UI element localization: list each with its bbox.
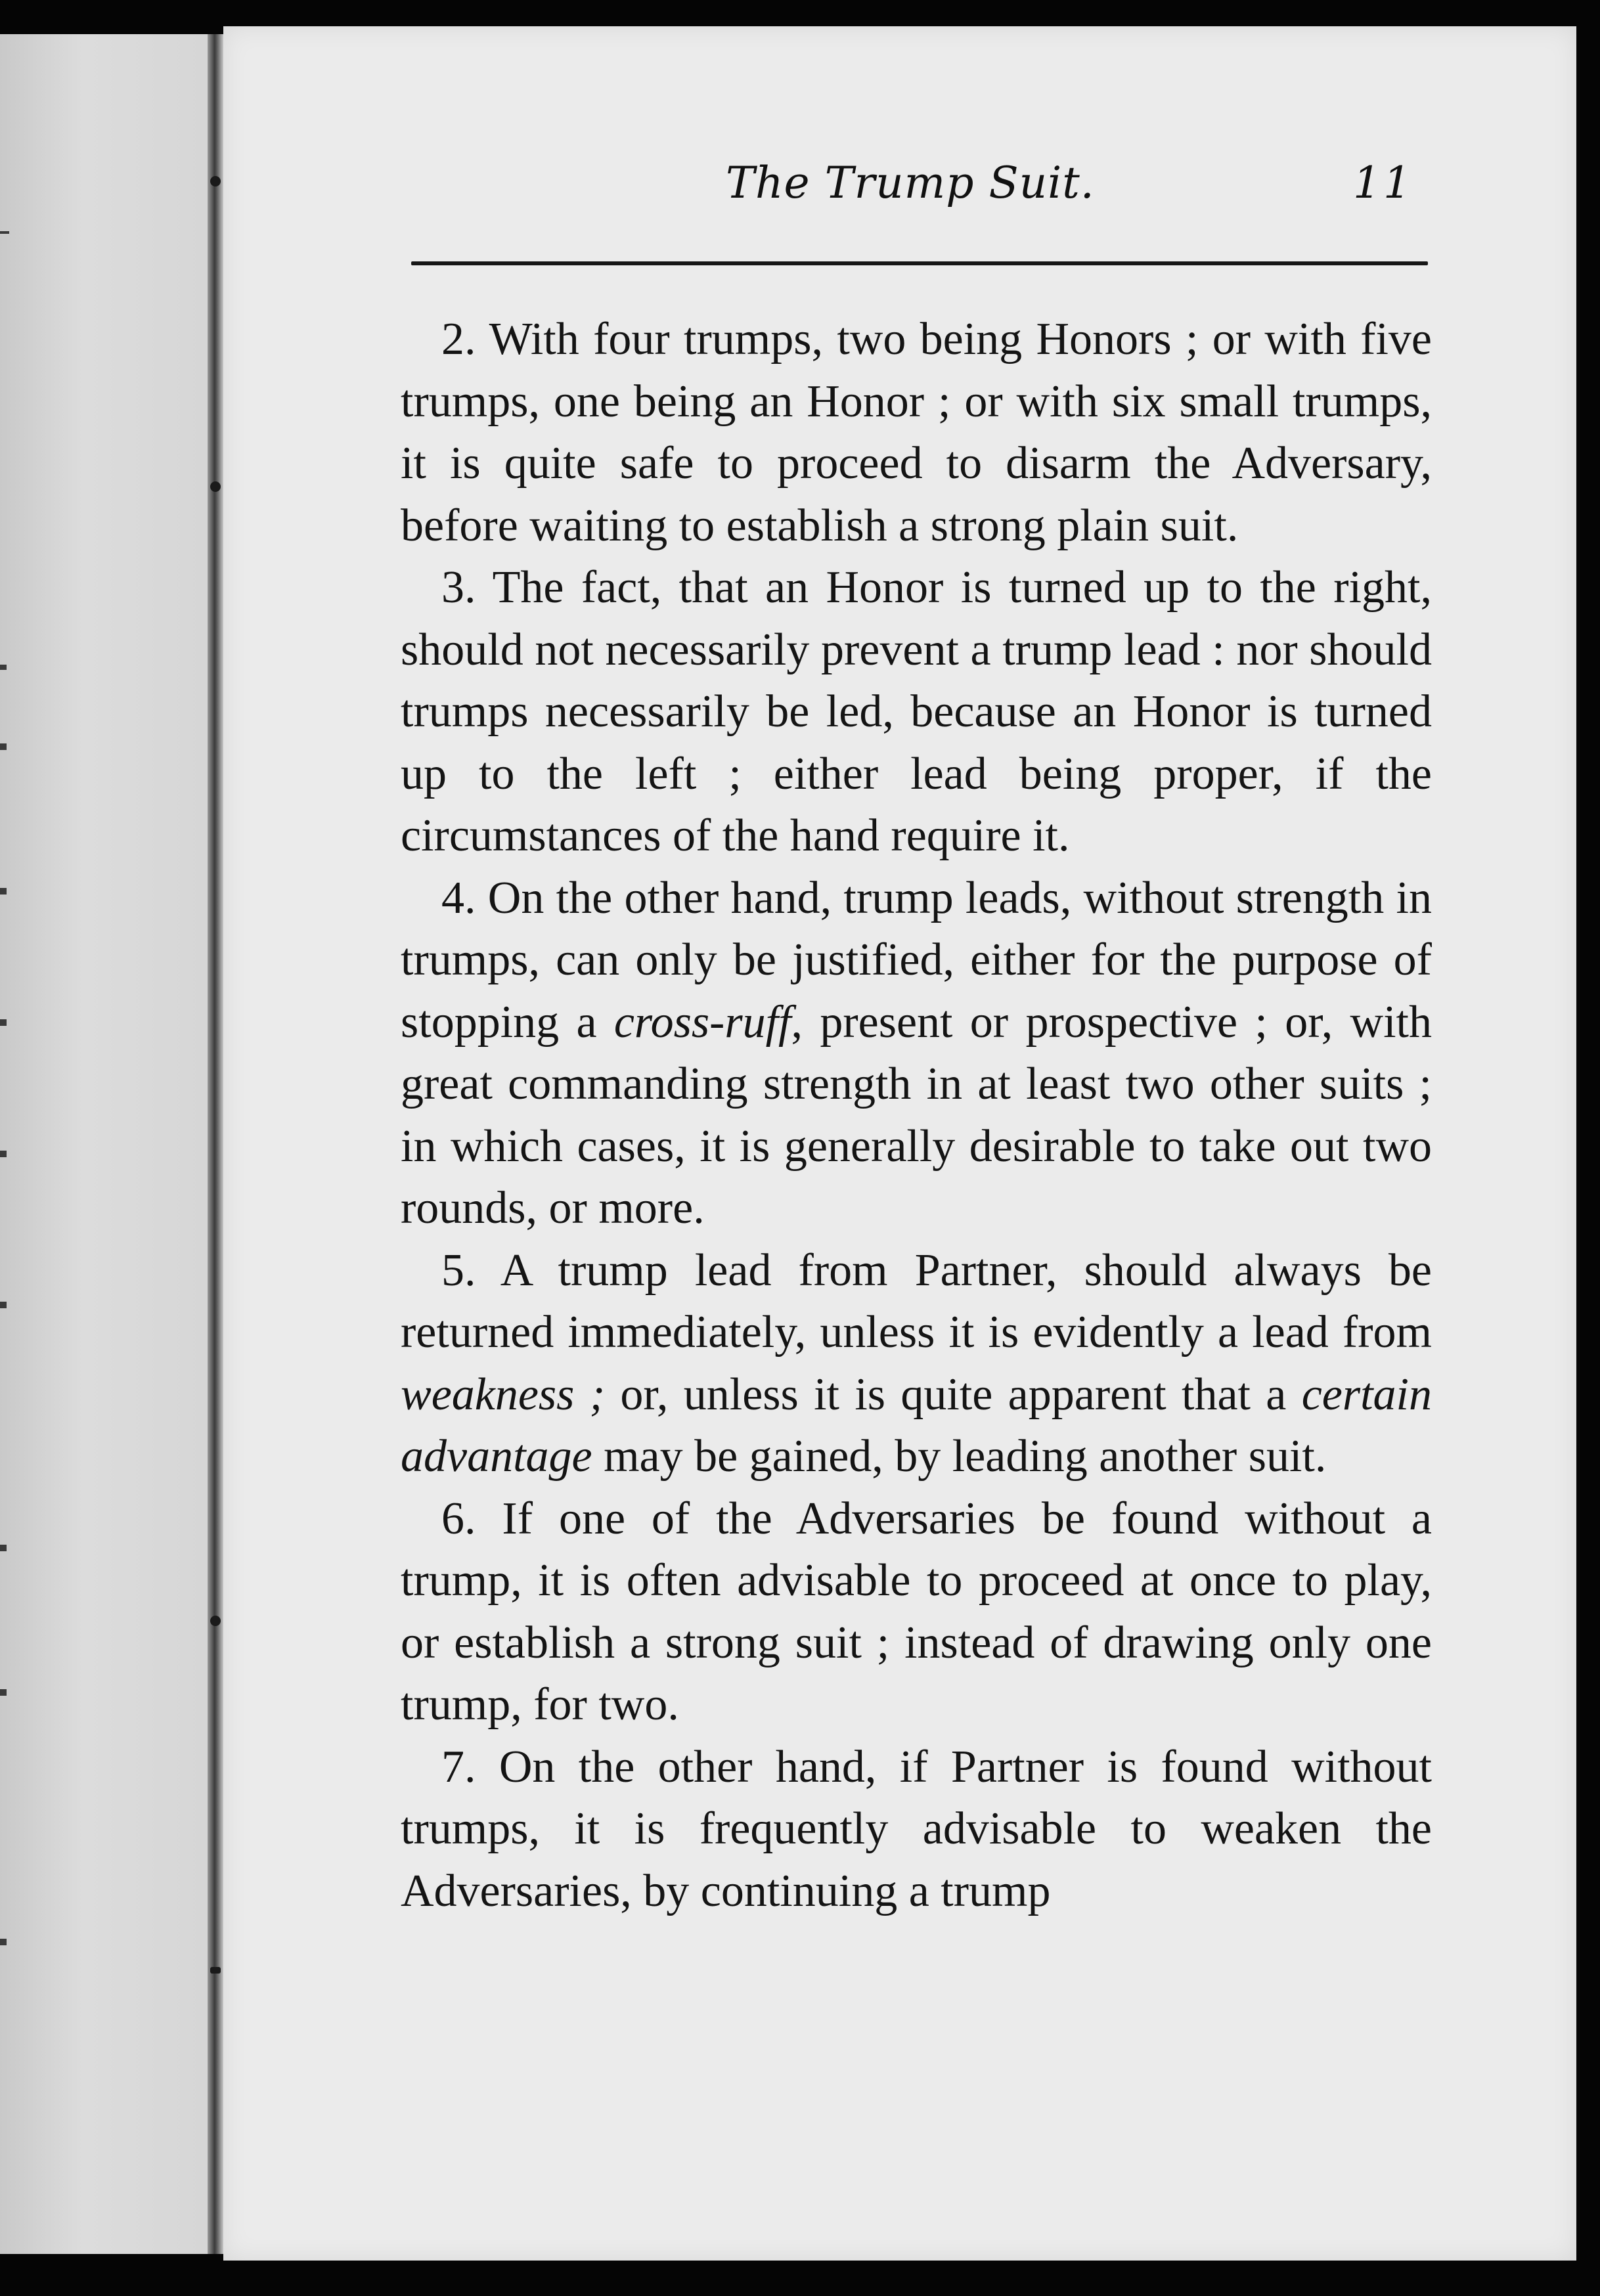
paragraph-number: 2. (441, 314, 476, 364)
paragraph (401, 1488, 1432, 1736)
paragraph (401, 309, 1432, 557)
paragraph-number: 7. (441, 1741, 476, 1792)
italic-phrase: cross-ruff (613, 996, 791, 1048)
italic-phrase: weakness ; (401, 1369, 606, 1420)
paragraph (401, 868, 1432, 1240)
facing-page-edge (0, 34, 208, 2254)
paragraph-text: , present or prospective ; or, with great commanding strength in at least two other suits ; in which cases, it is generally desirable to take out two rounds, or more. (401, 996, 1432, 1233)
binding-stitch (210, 176, 221, 187)
paragraph-text: On the other hand, trump leads, without strength in trumps, can only be justified, either for the purpose of stopping a (401, 872, 1432, 1048)
binding-stitch (210, 481, 221, 492)
paragraph-text: The fact, that an Honor is turned up to the right, should not necessarily prevent a trump lead : nor should trumps necessarily be led, because an Honor is turned up to the left ; either lead being proper, if the circumstances of the hand require it. (401, 562, 1432, 861)
running-head (223, 138, 1576, 217)
italic-phrase: certain advantage (401, 1369, 1432, 1482)
paragraph (401, 557, 1432, 868)
paragraph-number: 3. (441, 562, 476, 613)
paragraph-number: 6. (441, 1493, 476, 1544)
paragraph-text: If one of the Adversaries be found without a trump, it is often advisable to proceed at once to play, or establish a strong suit ; instead of drawing only one trump, for two. (401, 1493, 1432, 1730)
paragraph-number: 5. (441, 1245, 476, 1296)
paragraph-text: With four trumps, two being Honors ; or with five trumps, one being an Honor ; or with six small trumps, it is quite safe to proceed to disarm the Adversary, before waiting to establish a strong plain suit. (401, 314, 1432, 551)
paragraph-text: or, unless it is quite apparent that a (605, 1369, 1302, 1420)
body-text (401, 309, 1432, 1922)
binding-stitch (210, 1616, 221, 1626)
paragraph (401, 1736, 1432, 1923)
header-rule (411, 261, 1428, 265)
page-number: 11 (1353, 158, 1413, 208)
book-page (223, 26, 1576, 2261)
paragraph-text: may be gained, by leading another suit. (592, 1431, 1327, 1482)
paragraph-text: On the other hand, if Partner is found without trumps, it is frequently advisable to weaken the Adversaries, by continuing a trump (401, 1741, 1432, 1916)
binding-stitch (210, 1967, 221, 1974)
binding-gutter (208, 34, 223, 2254)
running-title: The Trump Suit. (726, 158, 1095, 208)
paragraph-text: A trump lead from Partner, should always be returned immediately, unless it is evidently a lead from (401, 1245, 1433, 1358)
paragraph (401, 1240, 1432, 1488)
paragraph-number: 4. (441, 872, 476, 923)
